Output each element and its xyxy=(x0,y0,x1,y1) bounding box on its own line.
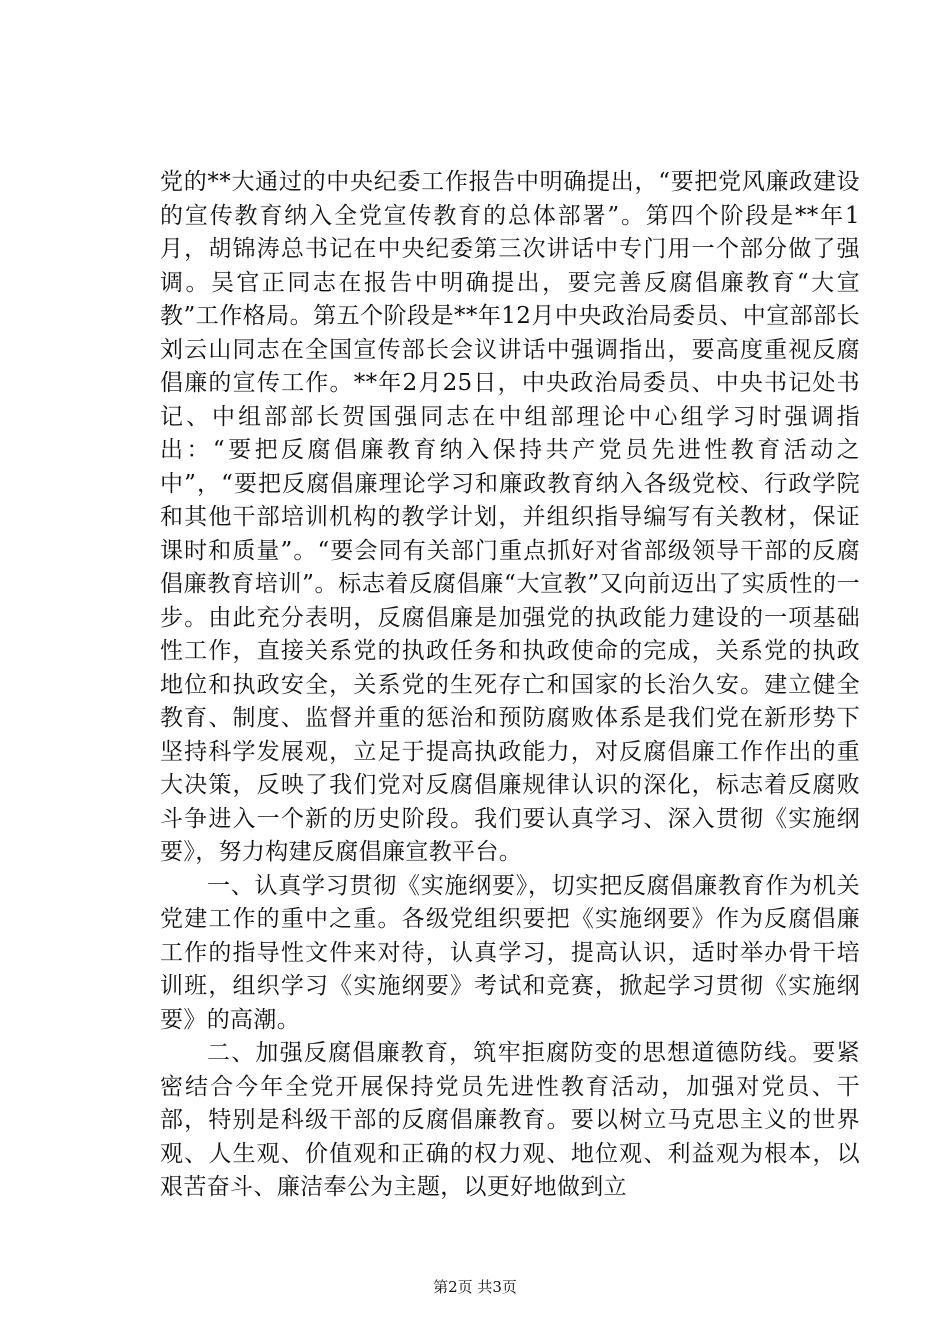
paragraph-section-two: 二、加强反腐倡廉教育，筑牢拒腐防变的思想道德防线。要紧密结合今年全党开展保持党员先进性教育活动，加强对党员、干部，特别是科级干部的反腐倡廉教育。要以树立马克思主义的世界观、人生观、价值观和正确的权力观、地位观、利益观为根本，以艰苦奋斗、廉洁奉公为主题，以更好地做到立 xyxy=(160,1040,860,1200)
paragraph-section-one: 一、认真学习贯彻《实施纲要》，切实把反腐倡廉教育作为机关党建工作的重中之重。各级党组织要把《实施纲要》作为反腐倡廉工作的指导性文件来对待，认真学习，提高认识，适时举办骨干培训班，组织学习《实施纲要》考试和竞赛，掀起学习贯彻《实施纲要》的高潮。 xyxy=(160,872,860,1033)
paragraph-continuation: 党的**大通过的中央纪委工作报告中明确提出，“要把党风廉政建设的宣传教育纳入全党宣传教育的总体部署”。第四个阶段是**年1月，胡锦涛总书记在中央纪委第三次讲话中专门用一个部分做了强调。吴官正同志在报告中明确提出，要完善反腐倡廉教育“大宣教”工作格局。第五个阶段是**年12月中央政治局委员、中宣部部长刘云山同志在全国宣传部长会议讲话中强调指出，要高度重视反腐倡廉的宣传工作。**年2月25日，中央政治局委员、中央书记处书记、中组部部长贺国强同志在中组部理论中心组学习时强调指出：“要把反腐倡廉教育纳入保持共产党员先进性教育活动之中”，“要把反腐倡廉理论学习和廉政教育纳入各级党校、行政学院和其他干部培训机构的教学计划，并组织指导编写有关教材，保证课时和质量”。“要会同有关部门重点抓好对省部级领导干部的反腐倡廉教育培训”。标志着反腐倡廉“大宣教”又向前迈出了实质性的一步。由此充分表明，反腐倡廉是加强党的执政能力建设的一项基础性工作，直接关系党的执政任务和执政使命的完成，关系党的执政地位和执政安全，关系党的生死存亡和国家的长治久安。建立健全教育、制度、监督并重的惩治和预防腐败体系是我们党在新形势下坚持科学发展观，立足于提高执政能力，对反腐倡廉工作作出的重大决策，反映了我们党对反腐倡廉规律认识的深化，标志着反腐败斗争进入一个新的历史阶段。我们要认真学习、深入贯彻《实施纲要》，努力构建反腐倡廉宣教平台。 xyxy=(160,169,860,865)
document-body xyxy=(160,166,860,1205)
page-number-label: 第2页 共3页 xyxy=(433,1278,517,1296)
page-footer xyxy=(0,1277,950,1297)
